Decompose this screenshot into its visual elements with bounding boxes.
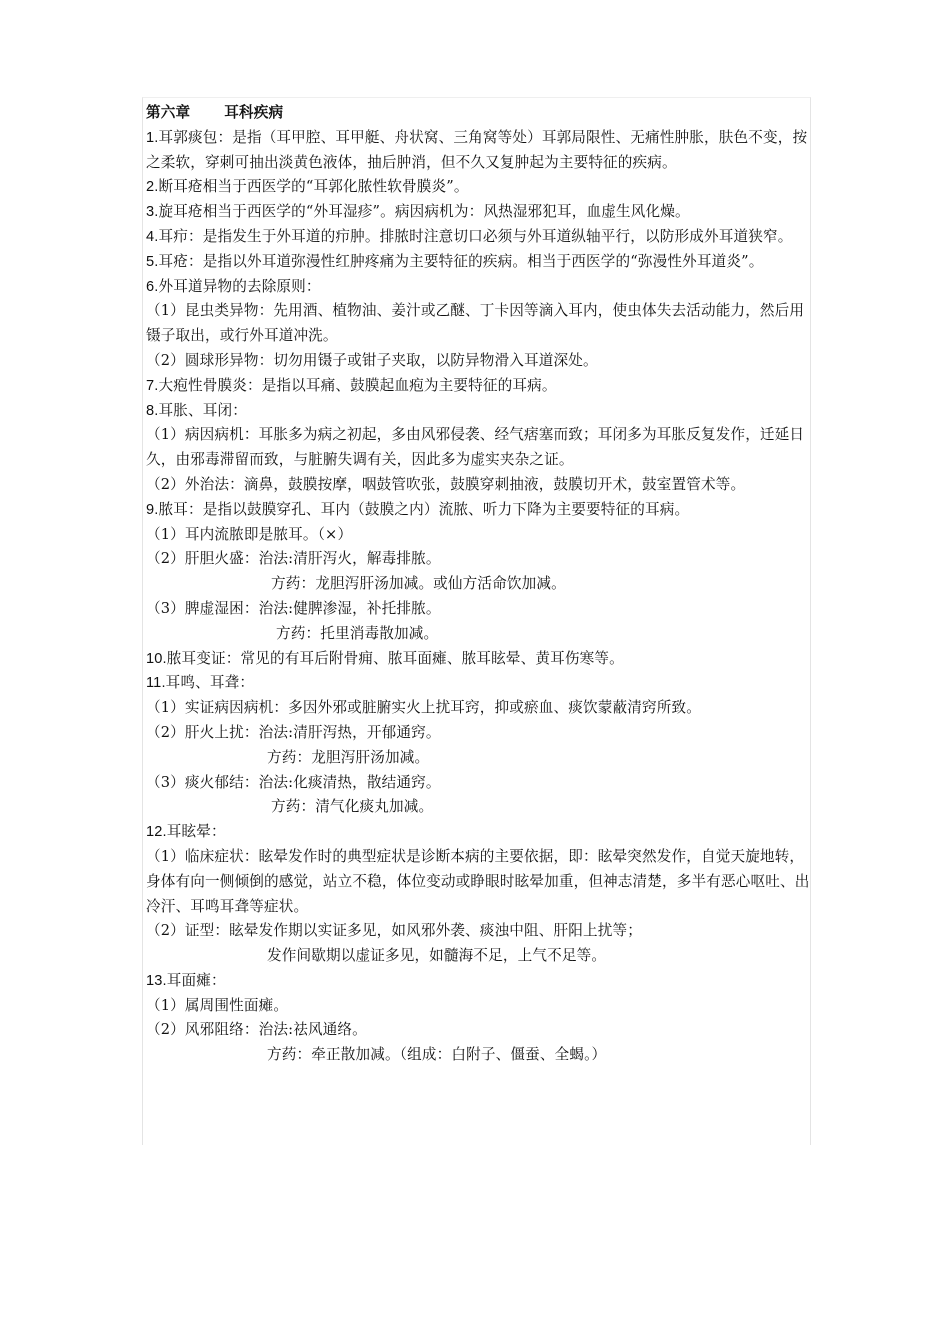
item-number: 8. [146, 402, 159, 419]
section-item [146, 969, 818, 994]
section-item [146, 820, 818, 845]
item-text: 耳郭痰包：是指（耳甲腔、耳甲艇、舟状窝、三角窝等处）耳郭局限性、无痛性肿胀，肤色不变，按之柔软，穿刺可抽出淡黄色液体，抽后肿消，但不久又复肿起为主要特征的疾病。 [146, 128, 808, 171]
item-number: 4. [146, 228, 159, 245]
item-text: 发作间歇期以虚证多见，如髓海不足，上气不足等。 [267, 947, 607, 965]
item-text: （2）风邪阻络：治法:祛风通络。 [146, 1021, 367, 1039]
section-subitem [146, 994, 818, 1019]
item-text: 耳眩晕： [166, 823, 226, 841]
item-text: 方药：托里消毒散加减。 [276, 624, 439, 642]
item-text: 耳面瘫： [166, 971, 226, 989]
item-text: 耳胀、耳闭： [158, 401, 247, 419]
item-number: 6. [146, 278, 159, 295]
item-text: （2）圆球形异物：切勿用镊子或钳子夹取，以防异物滑入耳道深处。 [146, 351, 598, 369]
item-text: 耳疖：是指发生于外耳道的疖肿。排脓时注意切口必须与外耳道纵轴平行，以防形成外耳道狭窄。 [158, 227, 793, 245]
item-number: 5. [146, 253, 159, 270]
item-number: 9. [146, 501, 159, 518]
item-text: （2）肝火上扰：治法:清肝泻热，开郁通窍。 [146, 723, 441, 741]
section-subitem [146, 795, 818, 820]
section-subitem [146, 572, 818, 597]
section-item [146, 647, 818, 672]
section-item [146, 498, 818, 523]
item-number: 12. [146, 824, 167, 841]
section-item [146, 275, 818, 300]
section-subitem [146, 1018, 818, 1043]
item-text: （1）临床症状：眩晕发作时的典型症状是诊断本病的主要依据，即：眩晕突然发作，自觉天旋地转，身体有向一侧倾倒的感觉，站立不稳，体位变动或睁眼时眩晕加重，但神志清楚，多半有恶心呕吐、出冷汗、耳鸣耳聋等症状。 [146, 847, 810, 915]
item-text: 方药：清气化痰丸加减。 [271, 798, 434, 816]
section-subitem [146, 721, 818, 746]
section-subitem [146, 299, 818, 349]
item-text: 断耳疮相当于西医学的“耳郭化脓性软骨膜炎”。 [158, 178, 469, 196]
item-number: 10. [146, 650, 167, 667]
item-text: 旋耳疮相当于西医学的“外耳湿疹”。病因病机为：风热湿邪犯耳，血虚生风化燥。 [158, 203, 690, 221]
section-subitem [146, 473, 818, 498]
item-text: （1）昆虫类异物：先用酒、植物油、姜汁或乙醚、丁卡因等滴入耳内，使虫体失去活动能力，然后用镊子取出，或行外耳道冲洗。 [146, 302, 805, 345]
document-body [146, 101, 818, 1068]
item-number: 13. [146, 972, 167, 989]
chapter-title [146, 101, 818, 126]
section-item [146, 175, 818, 200]
section-subitem [146, 696, 818, 721]
item-number: 2. [146, 179, 159, 196]
item-text: （3）脾虚湿困：治法:健脾渗湿，补托排脓。 [146, 599, 441, 617]
item-text: （1）属周围性面瘫。 [146, 996, 289, 1014]
section-item [146, 374, 818, 399]
section-subitem [146, 423, 818, 473]
section-subitem [146, 944, 818, 969]
section-subitem [146, 771, 818, 796]
item-text: 耳鸣、耳聋： [165, 674, 255, 692]
section-subitem [146, 919, 818, 944]
section-item [146, 225, 818, 250]
section-subitem [146, 746, 818, 771]
item-text: 方药：牵正散加减。（组成：白附子、僵蚕、全蝎。） [267, 1046, 607, 1064]
section-subitem [146, 622, 818, 647]
item-text: （2）证型：眩晕发作期以实证多见，如风邪外袭、痰浊中阻、肝阳上扰等； [146, 922, 642, 940]
item-text: 脓耳：是指以鼓膜穿孔、耳内（鼓膜之内）流脓、听力下降为主要要特征的耳病。 [158, 500, 690, 518]
item-text: 大疱性骨膜炎：是指以耳痛、鼓膜起血疱为主要特征的耳病。 [158, 376, 557, 394]
section-subitem [146, 845, 818, 919]
item-text: 外耳道异物的去除原则： [158, 277, 321, 295]
section-subitem [146, 349, 818, 374]
item-number: 7. [146, 377, 159, 394]
section-item [146, 671, 818, 696]
item-text: 方药：龙胆泻肝汤加减。或仙方活命饮加减。 [271, 575, 566, 593]
item-text: （1）病因病机：耳胀多为病之初起，多由风邪侵袭、经气痞塞而致；耳闭多为耳胀反复发作，迁延日久，由邪毒滞留而致，与脏腑失调有关，因此多为虚实夹杂之证。 [146, 426, 805, 469]
item-text: （2）外治法：滴鼻，鼓膜按摩，咽鼓管吹张，鼓膜穿刺抽液，鼓膜切开术，鼓室置管术等。 [146, 475, 746, 493]
item-number: 11. [146, 675, 166, 692]
section-subitem [146, 1043, 818, 1068]
section-item [146, 250, 818, 275]
item-number: 3. [146, 204, 159, 221]
item-text: 耳疮：是指以外耳道弥漫性红肿疼痛为主要特征的疾病。相当于西医学的“弥漫性外耳道炎”。 [158, 252, 764, 270]
section-subitem [146, 547, 818, 572]
section-subitem [146, 597, 818, 622]
item-text: （3）痰火郁结：治法:化痰清热，散结通窍。 [146, 773, 441, 791]
section-item [146, 126, 818, 176]
section-item [146, 200, 818, 225]
item-text: （2）肝胆火盛：治法:清肝泻火，解毒排脓。 [146, 550, 441, 568]
section-subitem [146, 523, 818, 548]
section-item [146, 399, 818, 424]
item-text: 方药：龙胆泻肝汤加减。 [267, 748, 430, 766]
chapter-number: 第六章 [146, 104, 191, 121]
item-number: 1. [146, 129, 159, 146]
item-text: （1）耳内流脓即是脓耳。（×） [146, 525, 353, 543]
item-text: （1）实证病因病机：多因外邪或脏腑实火上扰耳窍，抑或瘀血、痰饮蒙蔽清窍所致。 [146, 699, 701, 717]
item-text: 脓耳变证：常见的有耳后附骨痈、脓耳面瘫、脓耳眩晕、黄耳伤寒等。 [166, 649, 624, 667]
chapter-name: 耳科疾病 [224, 104, 284, 121]
